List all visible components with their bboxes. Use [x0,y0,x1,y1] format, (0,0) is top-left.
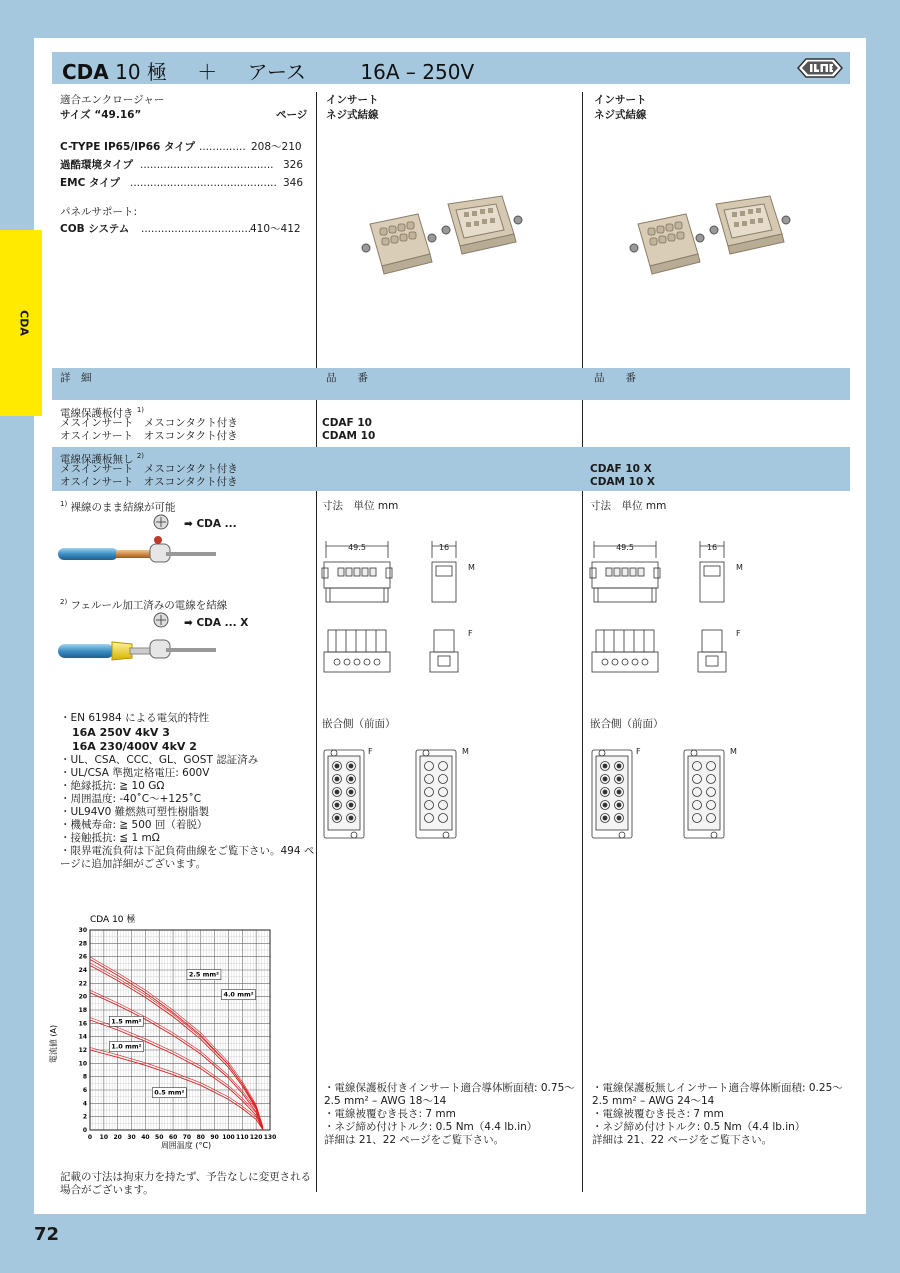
col3-subheading: ネジ式結線 [594,109,647,121]
wire-note: ・電線保護板無しインサート適合導体断面積: 0.25～ [592,1082,843,1094]
x-tick-label: 0 [87,1134,93,1141]
spec-line: ージに追加詳細がございます。 [60,858,206,870]
title-earth: アース [247,60,307,84]
male-label: M [736,563,743,572]
enclosure-size: サイズ “49.16” [60,109,142,121]
protect-without-label: 電線保護板無し $^{2)}$ [60,452,145,466]
spec-rating: 16A 250V 4kV 3 [72,726,170,739]
mating-face-drawing [588,742,748,842]
col2-subheading: ネジ式結線 [326,109,379,121]
y-tick-label: 22 [78,980,87,988]
ferrule-wire-icon [58,630,218,674]
y-tick-label: 28 [78,940,87,948]
y-tick-label: 18 [78,1007,87,1014]
series-label: 0.5 mm² [154,1088,185,1097]
spec-line: ・絶縁抵抗: ≧ 10 GΩ [60,780,165,792]
wire-note: ・電線被覆むき長さ: 7 mm [324,1108,456,1120]
series-label: 2.5 mm² [188,970,220,979]
page-ref[interactable]: 410～412 [250,223,301,235]
title-series: CDA [62,60,109,84]
dot-leader: .............. [199,141,246,153]
x-tick-label: 40 [141,1134,150,1141]
series-band-line [90,990,263,1127]
series-band-line [90,1018,263,1128]
page-number: 72 [34,1224,60,1245]
page-col-label: ページ [276,109,308,121]
dot-leader: ............................................ [130,177,277,189]
page-ref[interactable]: 208～210 [251,141,302,153]
title-plus: ＋ [197,60,218,84]
y-tick-label: 14 [78,1033,87,1041]
mating-face-drawing [320,742,480,842]
x-tick-label: 90 [210,1134,219,1141]
footer-note: 記載の寸法は拘束力を持たず、予告なしに変更される [60,1171,312,1183]
col2-part-header: 品 番 [326,372,368,384]
insert-photo [624,192,800,282]
page-title [62,56,474,85]
male-insert-line: オスインサート オスコンタクト付き [60,476,238,488]
x-tick-label: 10 [99,1134,109,1141]
mating-face-label: 嵌合側（前面） [322,718,396,730]
spec-line: ・EN 61984 による電気的特性 [60,712,210,724]
x-tick-label: 100 [222,1134,235,1141]
chart-ylabel: 電流値 (A) [49,1024,58,1064]
series-label: 4.0 mm² [223,990,254,999]
female-insert-line: メスインサート メスコンタクト付き [60,417,238,429]
wire-note: ・ネジ締め付けトルク: 0.5 Nm（4.4 lb.in） [324,1121,538,1133]
y-tick-label: 12 [78,1047,87,1054]
male-label: M [468,563,475,572]
col2-heading: インサート [326,94,379,106]
stripped-wire-icon [58,532,218,576]
female-label: F [636,747,641,756]
arrow-ref-2: ➡ CDA ... X [184,617,249,629]
x-tick-label: 120 [249,1134,263,1141]
screw-icon [150,512,172,532]
part-number: CDAM 10 X [590,476,656,488]
insert-photo [356,192,532,282]
dot-leader: ................................. [141,223,252,235]
spec-line: ・機械寿命: ≧ 500 回（着脱） [60,819,208,831]
col3-part-header: 品 番 [594,372,636,384]
y-tick-label: 10 [78,1060,87,1068]
male-label: M [730,747,737,756]
y-tick-label: 6 [82,1087,87,1094]
title-rating: 16A – 250V [360,60,475,84]
male-insert-line: オスインサート オスコンタクト付き [60,430,238,442]
y-tick-label: 4 [82,1100,87,1108]
x-tick-label: 130 [263,1134,277,1141]
x-tick-label: 60 [168,1134,178,1141]
x-tick-label: 20 [113,1134,122,1141]
column-divider-2 [582,92,583,1192]
note1: $^{1)}$ 裸線のまま結線が可能 [60,500,176,514]
enclosure-emc: EMC タイプ [60,177,120,189]
dot-leader: ........................................ [140,159,274,171]
col3-heading: インサート [594,94,647,106]
page-ref[interactable]: 326 [283,159,304,171]
enclosure-harsh: 過酷環境タイプ [60,159,133,171]
panel-support-label: パネルサポート: [60,206,138,218]
protect-with-label: 電線保護板付き $^{1)}$ [60,406,145,420]
y-tick-label: 20 [78,993,87,1001]
part-number: CDAF 10 [322,417,372,429]
spec-line: ・UL/CSA 準拠定格電圧: 600V [60,767,210,779]
female-label: F [468,629,473,638]
series-label: 1.0 mm² [111,1042,142,1051]
wire-note: 2.5 mm² – AWG 24～14 [592,1095,715,1107]
x-tick-label: 30 [127,1134,136,1141]
screw-icon [150,610,172,630]
section-tab-label: CDA [17,310,31,336]
spec-rating: 16A 230/400V 4kV 2 [72,740,197,753]
dim-width: 49.5 [348,543,366,552]
ilme-logo [798,58,842,78]
spec-line: ・接触抵抗: ≦ 1 mΩ [60,832,160,844]
wire-note: 2.5 mm² – AWG 18～14 [324,1095,447,1107]
wire-note: 詳細は 21、22 ページをご覧下さい。 [592,1134,773,1146]
dim-width: 49.5 [616,543,634,552]
enclosure-ctype: C-TYPE IP65/IP66 タイプ [60,141,195,153]
spec-line: ・限界電流負荷は下記負荷曲線をご覧下さい。494 ペ [60,845,315,857]
female-insert-line: メスインサート メスコンタクト付き [60,463,238,475]
chart-xlabel: 周囲温度 (°C) [160,1141,212,1150]
y-tick-label: 2 [82,1113,87,1121]
footer-note: 場合がございます。 [60,1184,154,1196]
spec-line: ・周囲温度: -40˚C～+125˚C [60,793,202,805]
enclosure-label: 適合エンクロージャー [60,94,165,106]
wire-note: 詳細は 21、22 ページをご覧下さい。 [324,1134,505,1146]
female-label: F [368,747,373,756]
x-tick-label: 70 [182,1134,192,1141]
note2: $^{2)}$ フェルール加工済みの電線を結線 [60,598,228,612]
chart-title: CDA 10 極 [90,915,136,925]
wire-note: ・電線被覆むき長さ: 7 mm [592,1108,724,1120]
dimension-drawing [320,536,480,676]
wire-note: ・電線保護板付きインサート適合導体断面積: 0.75～ [324,1082,575,1094]
spec-line: ・UL94V0 難燃熱可塑性樹脂製 [60,806,210,818]
male-label: M [462,747,469,756]
x-tick-label: 110 [236,1134,249,1141]
y-tick-label: 8 [82,1073,87,1081]
y-tick-label: 0 [82,1127,87,1134]
series-label: 1.5 mm² [111,1017,142,1026]
detail-header: 詳 細 [60,372,92,384]
x-tick-label: 80 [196,1134,205,1141]
female-label: F [736,629,741,638]
derating-chart [44,908,277,1152]
dimension-label: 寸法 単位 mm [590,500,667,512]
part-number: CDAM 10 [322,430,376,442]
dimension-label: 寸法 単位 mm [322,500,399,512]
page-ref[interactable]: 346 [283,177,304,189]
title-poles: 10 極 [115,60,167,84]
dimension-drawing [588,536,748,676]
x-tick-label: 50 [155,1134,164,1141]
chart-ticks [79,927,277,1141]
detail-header-band [52,368,850,400]
y-tick-label: 26 [78,953,87,961]
dim-depth: 16 [706,543,718,552]
y-tick-label: 30 [78,927,87,934]
y-tick-label: 16 [78,1020,87,1028]
dim-depth: 16 [438,543,450,552]
y-tick-label: 24 [78,967,87,974]
wire-note: ・ネジ締め付けトルク: 0.5 Nm（4.4 lb.in） [592,1121,806,1133]
part-number: CDAF 10 X [590,463,652,475]
column-divider-1 [316,92,317,1192]
spec-line: ・UL、CSA、CCC、GL、GOST 認証済み [60,754,259,766]
mating-face-label: 嵌合側（前面） [590,718,664,730]
arrow-ref-1: ➡ CDA ... [184,518,237,530]
cob-system: COB システム [60,223,130,235]
